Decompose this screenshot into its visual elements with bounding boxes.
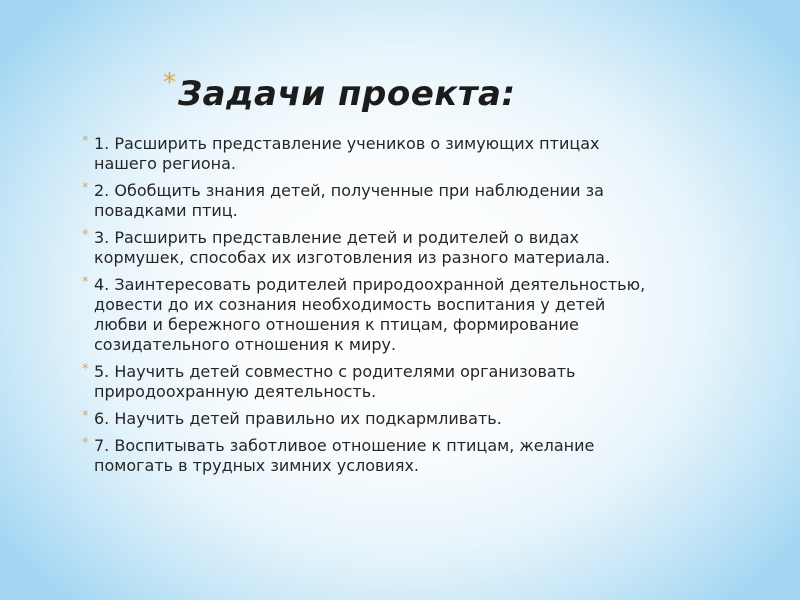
list-item bbox=[82, 181, 732, 221]
asterisk-icon: * bbox=[82, 409, 89, 424]
task-text: 7. Воспитывать заботливое отношение к птицам, желание помогать в трудных зимних условиях. bbox=[94, 436, 595, 475]
task-text: 5. Научить детей совместно с родителями организовать природоохранную деятельность. bbox=[94, 362, 576, 401]
list-item bbox=[82, 228, 732, 268]
asterisk-icon: * bbox=[163, 68, 176, 98]
asterisk-icon: * bbox=[82, 228, 89, 243]
task-text: 2. Обобщить знания детей, полученные при наблюдении за повадками птиц. bbox=[94, 181, 604, 220]
asterisk-icon: * bbox=[82, 362, 89, 377]
list-item bbox=[82, 409, 732, 429]
task-text: 1. Расширить представление учеников о зимующих птицах нашего региона. bbox=[94, 134, 600, 173]
asterisk-icon: * bbox=[82, 134, 89, 149]
list-item bbox=[82, 436, 732, 476]
title-row bbox=[163, 64, 516, 124]
task-text: 4. Заинтересовать родителей природоохранной деятельностью, довести до их сознания необходимость воспитания у детей любви и бережного отношения к птицам, формирование созидательного отношения к миру. bbox=[94, 275, 646, 354]
task-text: 3. Расширить представление детей и родителей о видах кормушек, способах их изготовления из разного материала. bbox=[94, 228, 611, 267]
list-item bbox=[82, 275, 732, 355]
asterisk-icon: * bbox=[82, 181, 89, 196]
task-list bbox=[82, 134, 732, 483]
task-text: 6. Научить детей правильно их подкармливать. bbox=[94, 409, 502, 428]
asterisk-icon: * bbox=[82, 275, 89, 290]
slide-title: Задачи проекта: bbox=[178, 74, 516, 114]
asterisk-icon: * bbox=[82, 436, 89, 451]
list-item bbox=[82, 134, 732, 174]
list-item bbox=[82, 362, 732, 402]
